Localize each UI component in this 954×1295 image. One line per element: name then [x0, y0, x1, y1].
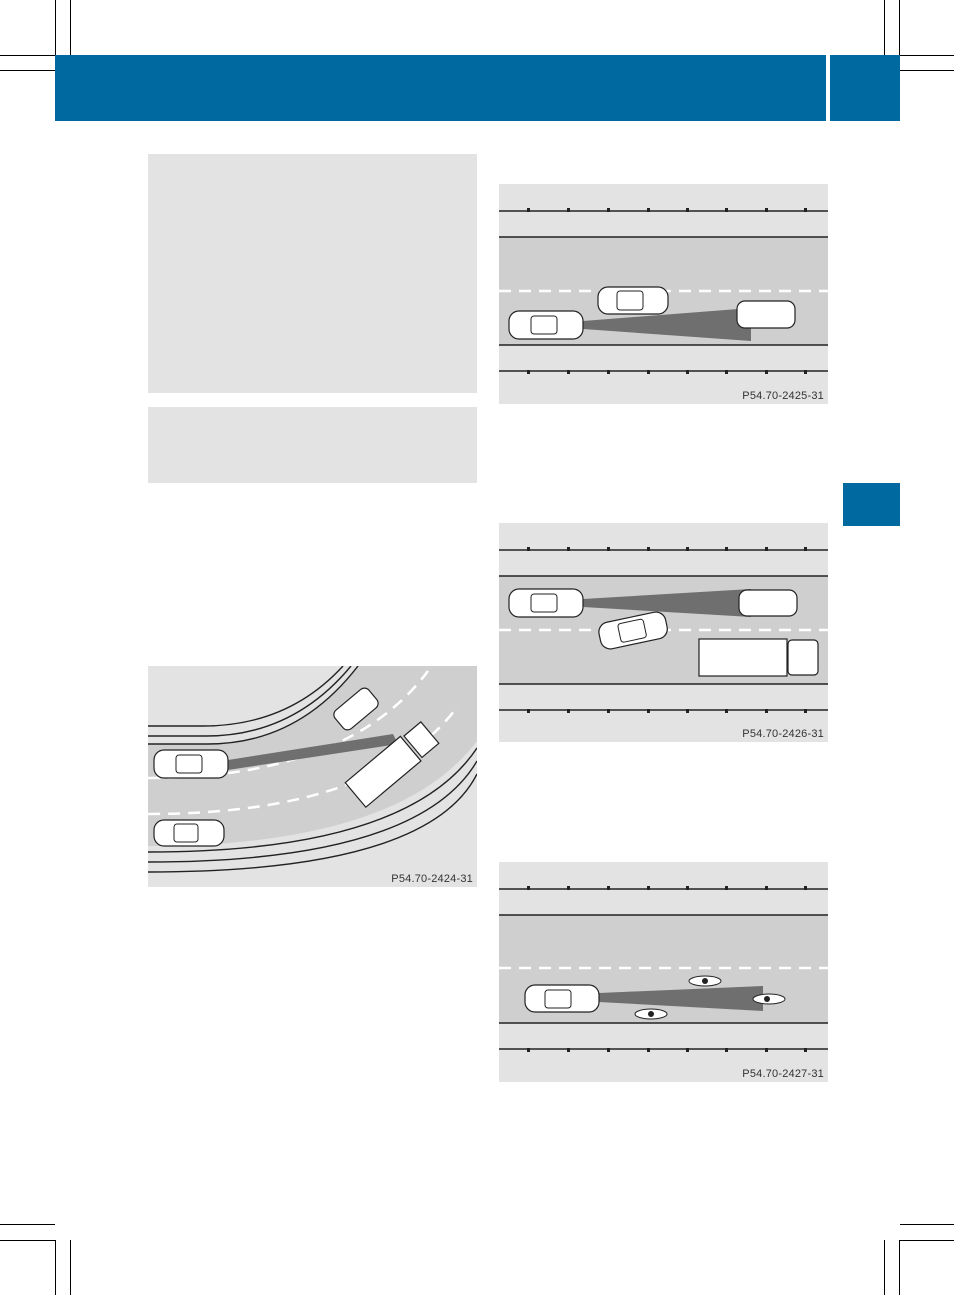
- crop-mark: [900, 55, 954, 56]
- chapter-tab: [843, 483, 900, 526]
- header-bar: [55, 55, 826, 121]
- crop-mark: [0, 1240, 55, 1241]
- crop-mark: [55, 0, 56, 55]
- header-tab: [830, 55, 900, 121]
- crop-mark: [884, 0, 885, 55]
- figure-straight-ahead: [499, 184, 828, 404]
- curve-illustration: [148, 666, 477, 887]
- figure-label: P54.70-2427-31: [742, 1068, 824, 1080]
- crop-mark: [55, 1240, 56, 1295]
- straight-road-illustration: [499, 184, 828, 404]
- crop-mark: [70, 0, 71, 55]
- warning-box: [148, 154, 477, 393]
- crop-mark: [900, 1240, 954, 1241]
- crop-mark: [0, 55, 55, 56]
- crop-mark: [899, 1240, 900, 1295]
- figure-curve: [148, 666, 477, 887]
- figure-truck-lane: [499, 523, 828, 742]
- figure-label: P54.70-2426-31: [742, 728, 824, 740]
- figure-label: P54.70-2424-31: [391, 873, 473, 885]
- truck-road-illustration: [499, 523, 828, 742]
- crop-mark: [899, 0, 900, 55]
- crop-mark: [0, 70, 55, 71]
- crop-mark: [900, 1224, 954, 1225]
- note-box: [148, 407, 477, 483]
- crop-mark: [70, 1240, 71, 1295]
- figure-motorcycles: [499, 862, 828, 1082]
- motorcycle-road-illustration: [499, 862, 828, 1082]
- crop-mark: [0, 1224, 55, 1225]
- crop-mark: [900, 70, 954, 71]
- crop-mark: [884, 1240, 885, 1295]
- figure-label: P54.70-2425-31: [742, 390, 824, 402]
